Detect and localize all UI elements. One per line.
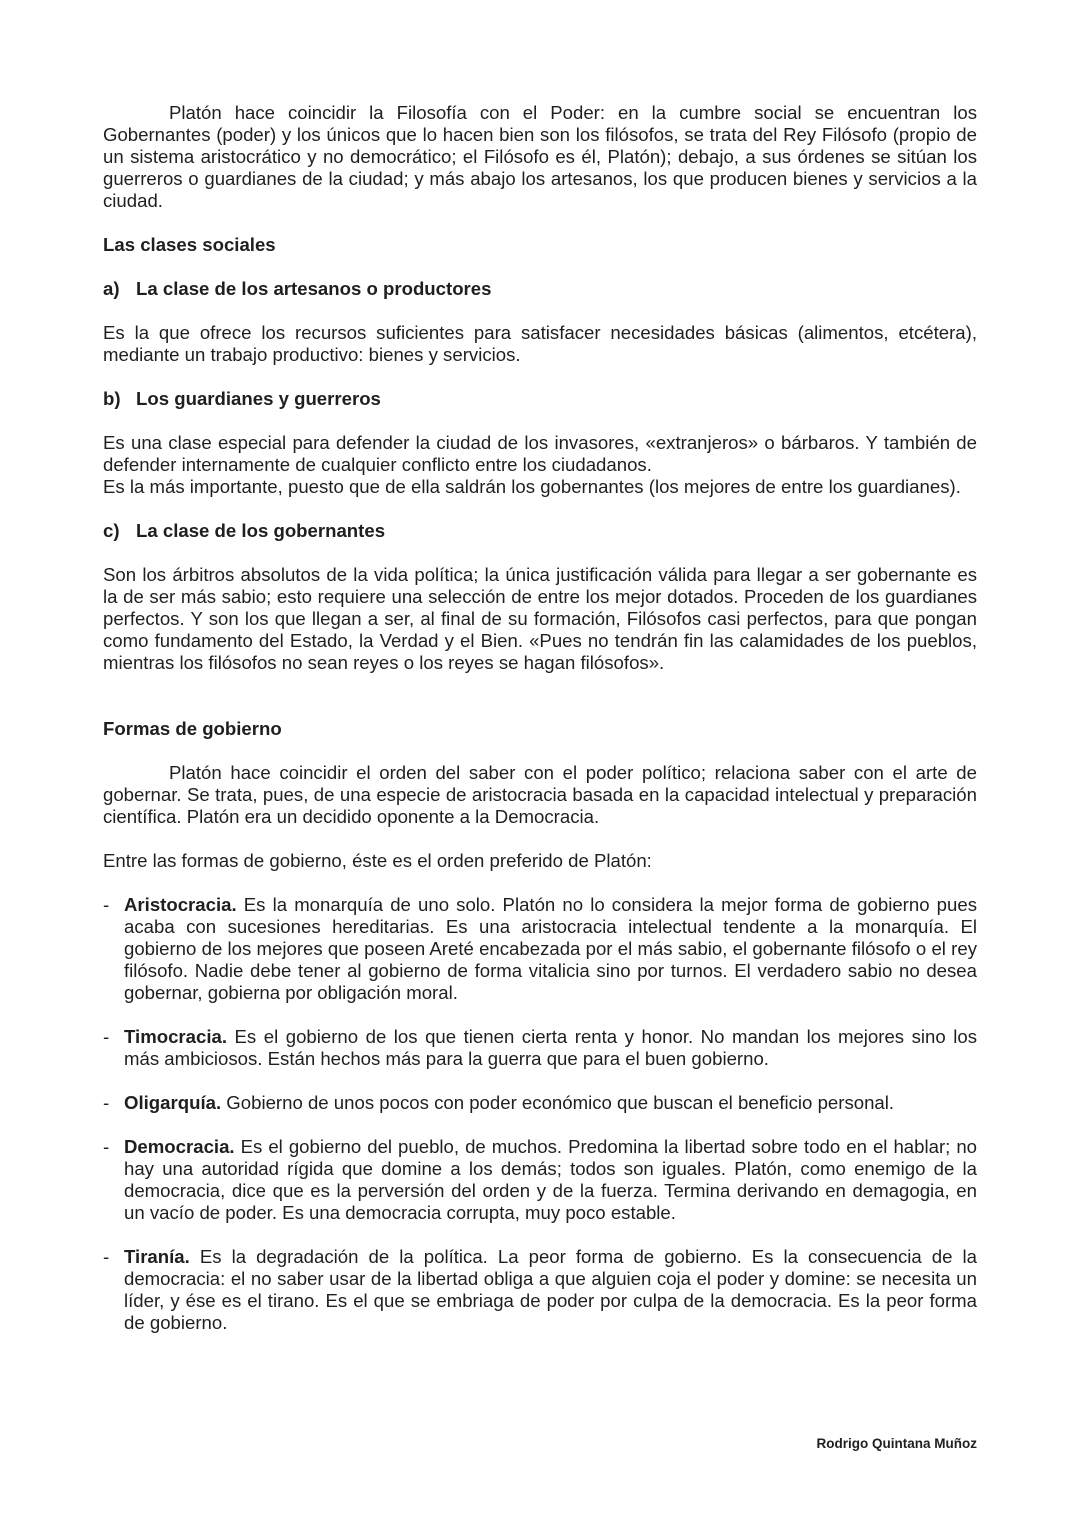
subsection-heading-guardians bbox=[103, 388, 977, 410]
subsection-heading-text: La clase de los artesanos o productores bbox=[136, 278, 492, 299]
guardians-paragraph-2: Es la más importante, puesto que de ella saldrán los gobernantes (los mejores de entre los guardianes). bbox=[103, 476, 961, 497]
list-item-body bbox=[124, 1136, 977, 1224]
government-lead-paragraph: Entre las formas de gobierno, éste es el orden preferido de Platón: bbox=[103, 850, 652, 871]
subsection-letter: a) bbox=[103, 278, 120, 299]
subsection-heading-rulers bbox=[103, 520, 977, 542]
list-item-body bbox=[124, 894, 977, 1004]
subsection-letter: c) bbox=[103, 520, 120, 541]
subsection-heading-text: La clase de los gobernantes bbox=[136, 520, 386, 541]
list-item-term: Oligarquía. bbox=[124, 1092, 222, 1113]
list-item-body bbox=[124, 1246, 977, 1334]
list-bullet: - bbox=[103, 894, 110, 915]
list-item-term: Aristocracia. bbox=[124, 894, 237, 915]
list-item-body bbox=[124, 1026, 977, 1070]
subsection-heading-artisans bbox=[103, 278, 977, 300]
list-item-text: Es el gobierno del pueblo, de muchos. Predomina la libertad sobre todo en el hablar; no hay una autoridad rígida que domine a los demás; todos son iguales. Platón, como enemigo de la democracia, dice que es la perversión del orden y de la fuerza. Termina derivando en demagogia, en un vacío de poder. Es una democracia corrupta, muy poco estable. bbox=[124, 1136, 978, 1223]
list-item-text: Es la monarquía de uno solo. Platón no lo considera la mejor forma de gobierno pues acaba con sucesiones hereditarias. Es una aristocracia intelectual tendente a la monarquía. El gobierno de los mejores que poseen Areté encabezada por el más sabio, el gobernante filósofo o el rey filósofo. Nadie debe tener al gobierno de forma vitalicia sino por turnos. El verdadero sabio no desea gobernar, gobierna por obligación moral. bbox=[124, 894, 977, 1003]
section-title-forms-of-government: Formas de gobierno bbox=[103, 718, 282, 739]
list-item-text: Es la degradación de la política. La peor forma de gobierno. Es la consecuencia de la democracia: el no saber usar de la libertad obliga a que alguien coja el poder y domine: se necesita un líder, y ése es el tirano. Es el que se embriaga de poder por culpa de la democracia. Es la peor forma de gobierno. bbox=[124, 1246, 977, 1333]
forms-of-government-list bbox=[103, 894, 977, 1334]
guardians-paragraph-1: Es una clase especial para defender la ciudad de los invasores, «extranjeros» o bárbaros. Y también de defender internamente de cualquier conflicto entre los ciudadanos. bbox=[103, 432, 977, 475]
subsection-letter: b) bbox=[103, 388, 121, 409]
rulers-paragraph: Son los árbitros absolutos de la vida política; la única justificación válida para llegar a ser gobernante es la de ser más sabio; esto requiere una selección de entre los mejor dotados. Proceden de los guardianes perfectos. Y son los que llegan a ser, al final de su formación, Filósofos casi perfectos, para que pongan como fundamento del Estado, la Verdad y el Bien. «Pues no tendrán fin las calamidades de los pueblos, mientras los filósofos no sean reyes o los reyes se hagan filósofos». bbox=[103, 564, 977, 673]
list-bullet: - bbox=[103, 1246, 110, 1267]
list-item-body bbox=[124, 1092, 977, 1114]
list-bullet: - bbox=[103, 1026, 110, 1047]
section-title-social-classes: Las clases sociales bbox=[103, 234, 276, 255]
document-page bbox=[103, 102, 977, 1356]
intro-paragraph: Platón hace coincidir la Filosofía con el Poder: en la cumbre social se encuentran los Gobernantes (poder) y los únicos que lo hacen bien son los filósofos, se trata del Rey Filósofo (propio de un sistema aristocrático y no democrático; el Filósofo es él, Platón); debajo, a sus órdenes se sitúan los guerreros o guardianes de la ciudad; y más abajo los artesanos, los que producen bienes y servicios a la ciudad. bbox=[103, 102, 977, 211]
list-item-text: Es el gobierno de los que tienen cierta renta y honor. No mandan los mejores sino los más ambiciosos. Están hechos más para la guerra que para el buen gobierno. bbox=[124, 1026, 977, 1069]
list-item-timocracy bbox=[103, 1026, 977, 1070]
list-item-text: Gobierno de unos pocos con poder económico que buscan el beneficio personal. bbox=[226, 1092, 895, 1113]
list-bullet: - bbox=[103, 1136, 110, 1157]
list-item-democracy bbox=[103, 1136, 977, 1224]
artisans-paragraph: Es la que ofrece los recursos suficientes para satisfacer necesidades básicas (alimentos, etcétera), mediante un trabajo productivo: bienes y servicios. bbox=[103, 322, 977, 365]
subsection-heading-text: Los guardianes y guerreros bbox=[136, 388, 381, 409]
list-bullet: - bbox=[103, 1092, 110, 1113]
list-item-tyranny bbox=[103, 1246, 977, 1334]
list-item-term: Democracia. bbox=[124, 1136, 235, 1157]
list-item-term: Tiranía. bbox=[124, 1246, 190, 1267]
list-item-oligarchy bbox=[103, 1092, 977, 1114]
list-item-term: Timocracia. bbox=[124, 1026, 228, 1047]
government-intro-paragraph: Platón hace coincidir el orden del saber con el poder político; relaciona saber con el arte de gobernar. Se trata, pues, de una especie de aristocracia basada en la capacidad intelectual y preparación científica. Platón era un decidido oponente a la Democracia. bbox=[103, 762, 977, 827]
list-item-aristocracy bbox=[103, 894, 977, 1004]
footer-author: Rodrigo Quintana Muñoz bbox=[816, 1436, 977, 1451]
